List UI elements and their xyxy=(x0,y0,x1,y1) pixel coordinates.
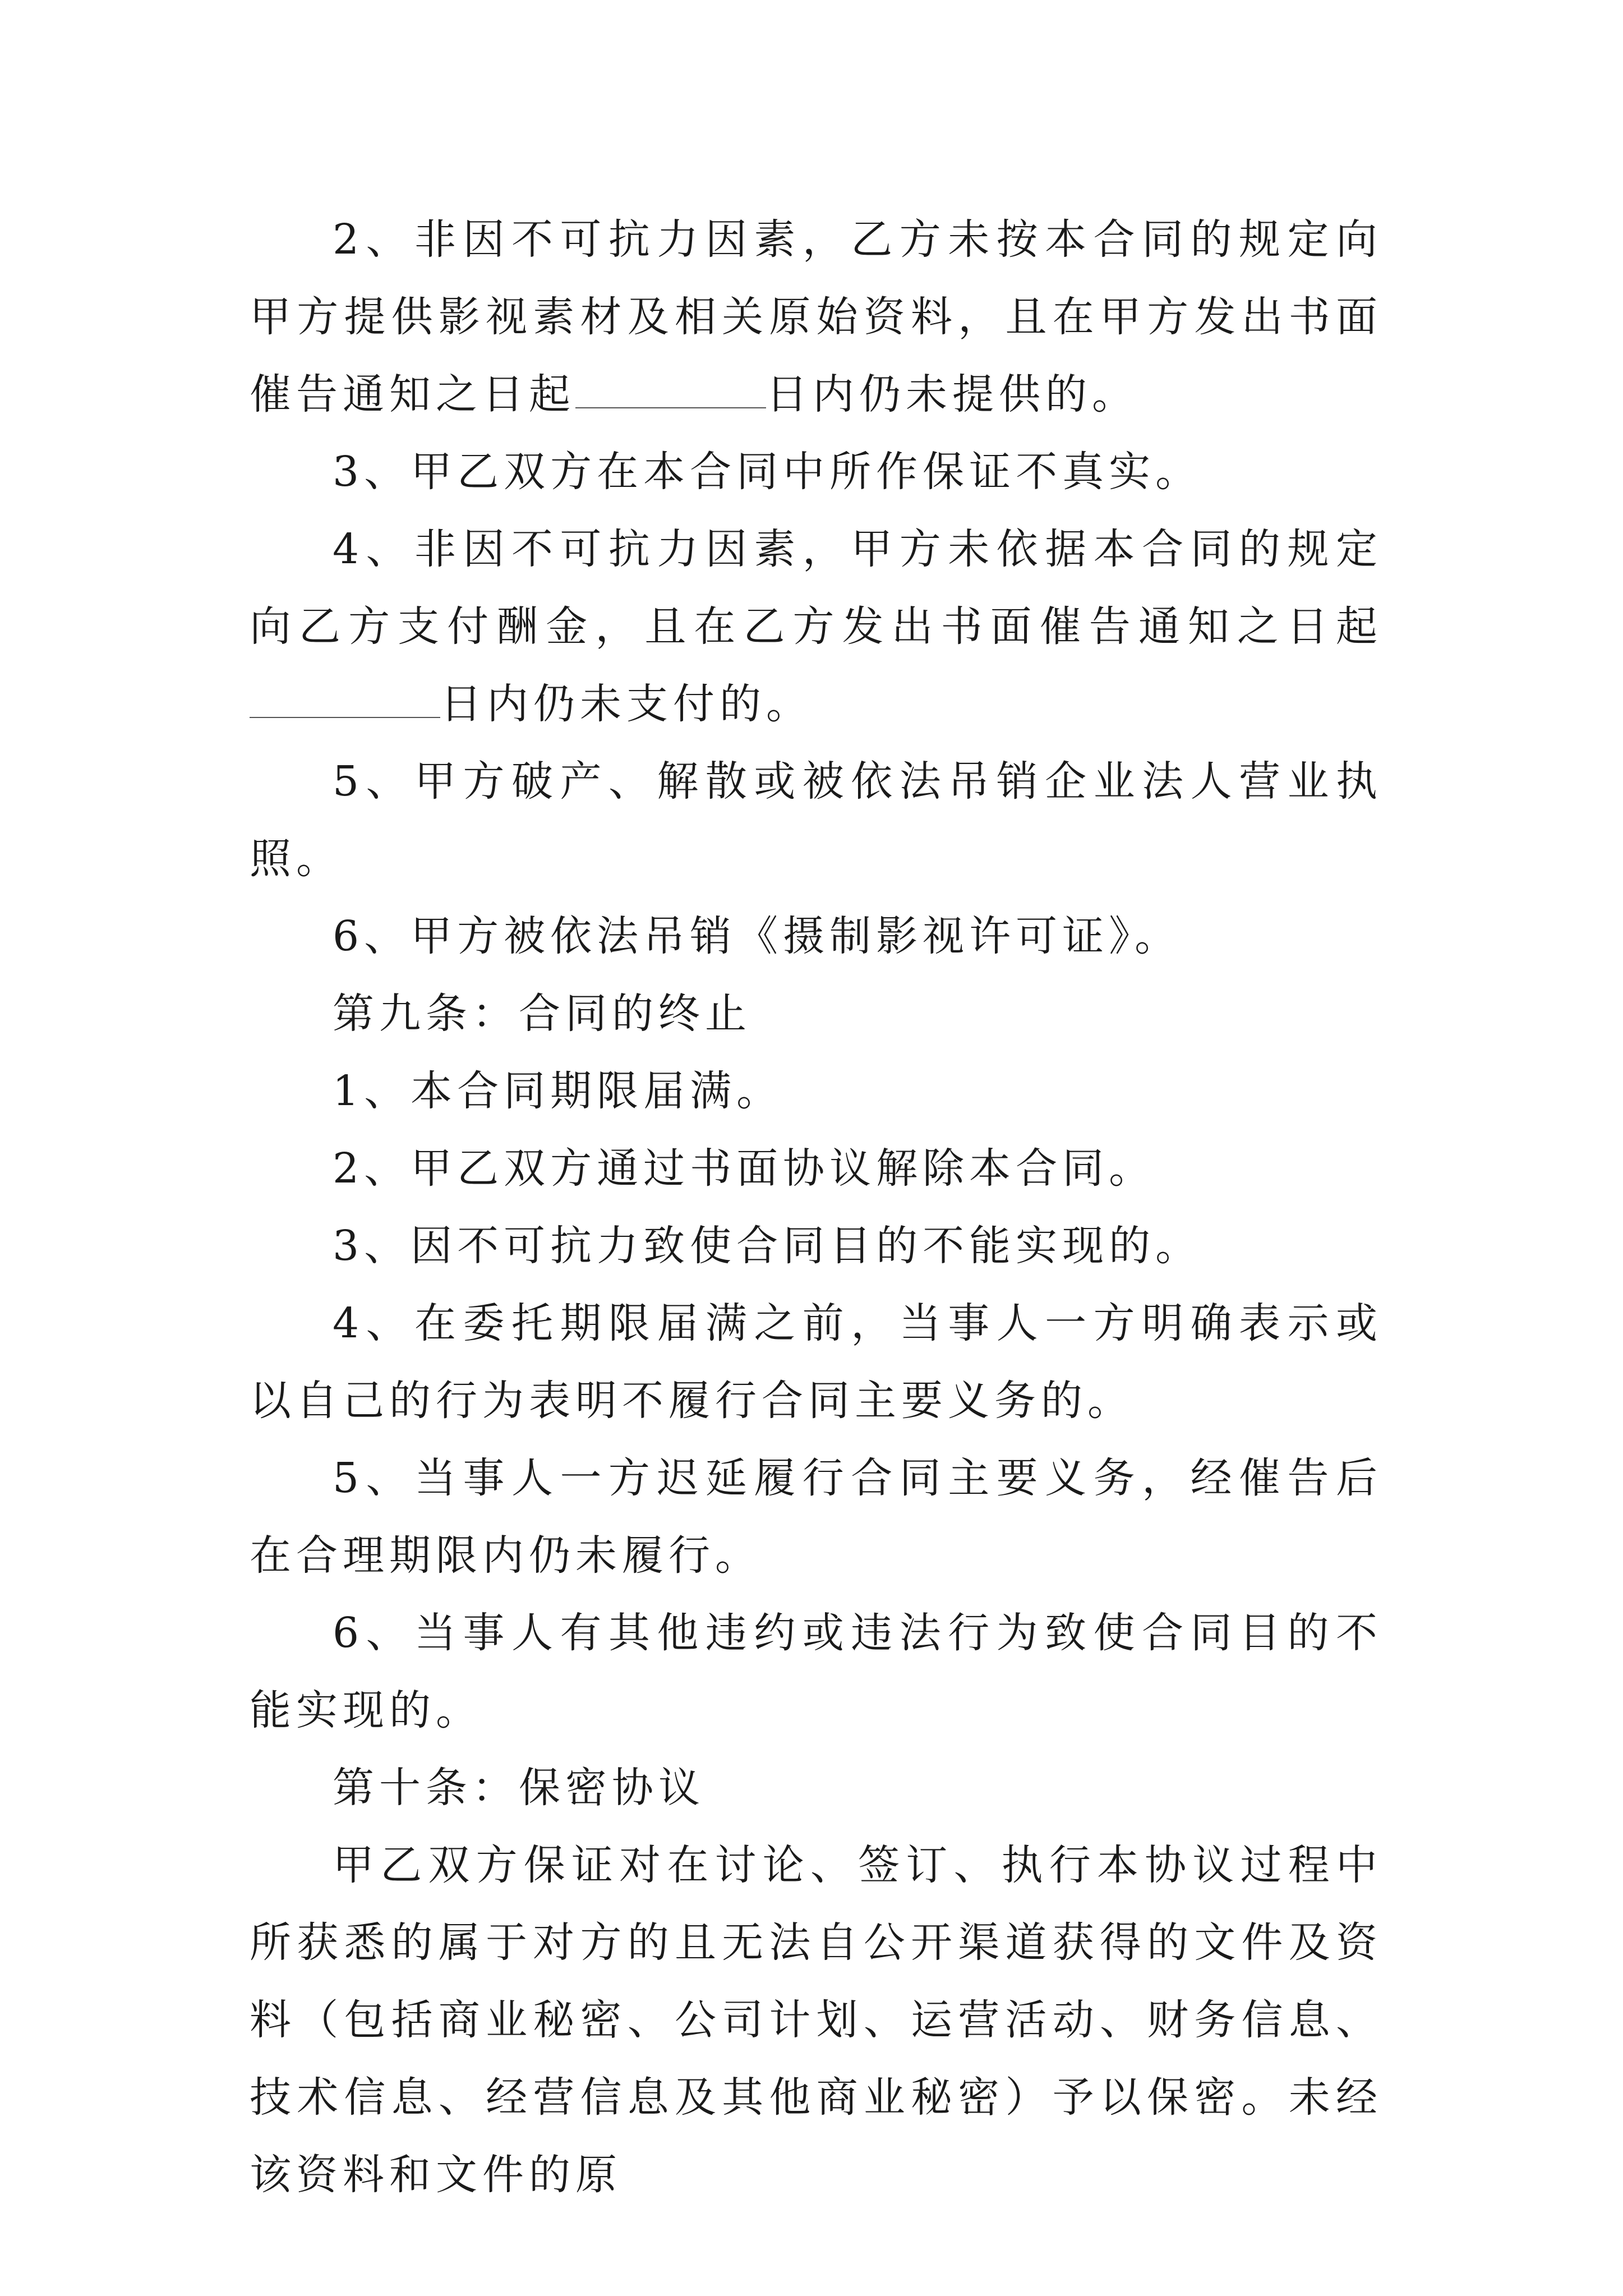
clause-paragraph: 5、甲方破产、解散或被依法吊销企业法人营业执照。 xyxy=(250,757,1382,883)
clause-paragraph xyxy=(250,201,1382,433)
fill-in-blank xyxy=(250,716,440,718)
clause-paragraph: 6、当事人有其他违约或违法行为致使合同目的不能实现的。 xyxy=(250,1609,1382,1734)
clause-paragraph: 1、本合同期限届满。 xyxy=(333,1067,783,1115)
clause-paragraph xyxy=(250,510,1382,743)
clause-paragraph: 3、甲乙双方在本合同中所作保证不真实。 xyxy=(333,448,1202,496)
clause-paragraph: 甲乙双方保证对在讨论、签订、执行本协议过程中所获悉的属于对方的且无法自公开渠道获得的文件及资料（包括商业秘密、公司计划、运营活动、财务信息、技术信息、经营信息及其他商业秘密）予以保密。未经该资料和文件的原 xyxy=(250,1841,1382,2199)
section-heading: 第九条：合同的终止 xyxy=(333,990,751,1038)
clause-paragraph: 6、甲方被依法吊销《摄制影视许可证》。 xyxy=(333,912,1182,960)
clause-paragraph: 2、甲乙双方通过书面协议解除本合同。 xyxy=(333,1144,1156,1193)
clause-paragraph: 5、当事人一方迟延履行合同主要义务，经催告后在合理期限内仍未履行。 xyxy=(250,1454,1382,1580)
clause-paragraph: 3、因不可抗力致使合同目的不能实现的。 xyxy=(333,1222,1202,1270)
clause-text: 2、非因不可抗力因素，乙方未按本合同的规定向甲方提供影视素材及相关原始资料，且在甲方发出书面催告通知之日起 xyxy=(250,215,1382,418)
document-body xyxy=(250,201,1382,2214)
section-heading: 第十条：保密协议 xyxy=(333,1764,705,1812)
clause-text: 4、非因不可抗力因素，甲方未依据本合同的规定向乙方支付酬金，且在乙方发出书面催告通知之日起 xyxy=(250,525,1382,651)
fill-in-blank xyxy=(575,407,766,408)
clause-text: 日内仍未提供的。 xyxy=(766,370,1138,418)
clause-text: 日内仍未支付的。 xyxy=(440,680,813,728)
clause-paragraph: 4、在委托期限届满之前，当事人一方明确表示或以自己的行为表明不履行合同主要义务的。 xyxy=(250,1299,1382,1425)
